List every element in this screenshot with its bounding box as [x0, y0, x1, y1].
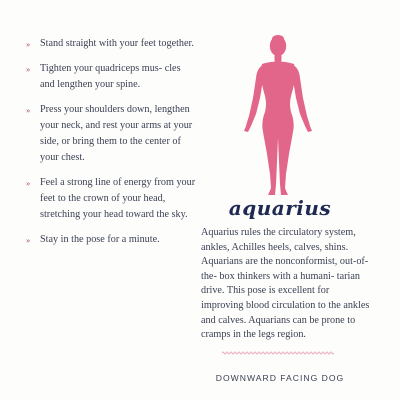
pose-step — [26, 232, 196, 248]
bullet-icon: » — [26, 39, 30, 49]
pose-step — [26, 102, 196, 166]
bullet-icon: » — [26, 178, 30, 188]
pose-step — [26, 61, 196, 93]
bullet-icon: » — [26, 235, 30, 245]
pose-step-text: Stand straight with your feet together. — [40, 38, 194, 49]
pose-step-text: Feel a strong line of energy from your feet to the crown of your head, stretching your head toward the sky. — [40, 177, 196, 220]
sign-title: aquarius — [228, 196, 332, 220]
bullet-icon: » — [26, 105, 30, 115]
pose-step-text: Stay in the pose for a minute. — [40, 234, 160, 245]
pose-steps-list — [26, 36, 196, 257]
pose-step — [26, 36, 196, 52]
pose-step-text: Tighten your quadriceps mus- cles and lengthen your spine. — [40, 63, 181, 90]
wavy-divider-icon — [222, 351, 334, 355]
bullet-icon: » — [26, 64, 30, 74]
pose-name-caption: DOWNWARD FACING DOG — [215, 373, 345, 383]
pose-step-text: Press your shoulders down, lengthen your neck, and rest your arms at your side, or bring them to the center of your chest. — [40, 104, 193, 163]
pose-step — [26, 175, 196, 223]
sign-description: Aquarius rules the circulatory system, ankles, Achilles heels, calves, shins. Aquarians are the nonconformist, out-of- the- box thinkers with a humani- tarian drive. This pose is excellent for improving blood circulation to the ankles and calves. Aquarians can be prone to cramps in the legs region. — [201, 227, 370, 341]
standing-woman-silhouette-icon — [218, 34, 338, 200]
